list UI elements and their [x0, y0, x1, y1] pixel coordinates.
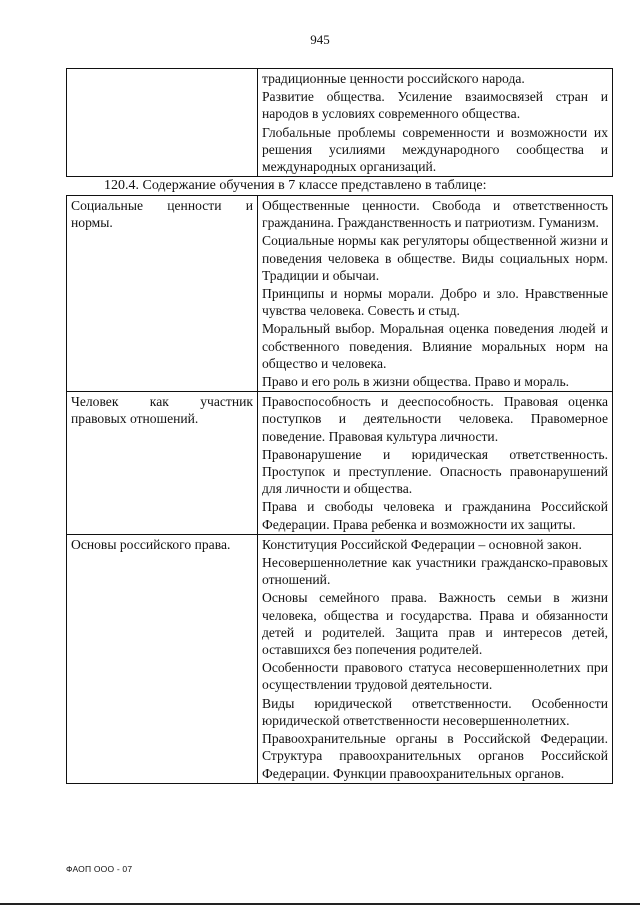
- table-row: [67, 392, 613, 535]
- content-paragraph: традиционные ценности российского народа.: [262, 71, 525, 86]
- content-paragraph: Глобальные проблемы современности и возможности их решения усилиями международного сообщества и международных организаций.: [262, 124, 608, 175]
- topic-cell: Социальные ценности и нормы.: [67, 196, 258, 392]
- content-paragraph: Виды юридической ответственности. Особенности юридической ответственности несовершеннолетних.: [262, 695, 608, 728]
- content-paragraph: Несовершеннолетние как участники гражданско-правовых отношений.: [262, 555, 608, 588]
- content-paragraph: Общественные ценности. Свобода и ответственность гражданина. Гражданственность и патриотизм. Гуманизм.: [262, 198, 608, 231]
- content-paragraph: Правоохранительные органы в Российской Федерации. Структура правоохранительных органов Российской Федерации. Функции правоохранительных органов.: [262, 731, 608, 781]
- content-cell: [258, 196, 613, 392]
- topic-cell: [67, 69, 258, 177]
- content-paragraph: Права и свободы человека и гражданина Российской Федерации. Права ребенка и возможности их защиты.: [262, 499, 608, 532]
- content-paragraph: Правонарушение и юридическая ответственность. Проступок и преступление. Опасность правонарушений для личности и общества.: [262, 446, 608, 497]
- document-footer: ФАОП ООО - 07: [66, 864, 133, 874]
- content-cell: [258, 392, 613, 535]
- table-row: [67, 69, 613, 177]
- content-paragraph: Принципы и нормы морали. Добро и зло. Нравственные чувства человека. Совесть и стыд.: [262, 286, 608, 319]
- topic-cell: Человек как участник правовых отношений.: [67, 392, 258, 535]
- content-paragraph: Право и его роль в жизни общества. Право и мораль.: [262, 374, 570, 390]
- content-paragraph: Развитие общества. Усиление взаимосвязей стран и народов в условиях современного общества.: [262, 89, 608, 122]
- content-paragraph: Основы семейного права. Важность семьи в жизни человека, общества и государства. Права и обязанности детей и родителей. Защита прав и интересов детей, оставшихся без попечения родителей.: [262, 590, 608, 658]
- content-paragraph: Особенности правового статуса несовершеннолетних при осуществлении трудовой деятельности.: [262, 660, 608, 693]
- content-cell: [258, 69, 613, 177]
- page-number: 945: [310, 32, 330, 47]
- content-paragraph: Моральный выбор. Моральная оценка поведения людей и собственного поведения. Влияние моральных норм на общество и человека.: [262, 321, 608, 371]
- table-row: [67, 534, 613, 783]
- content-paragraph: Социальные нормы как регуляторы общественной жизни и поведения человека в обществе. Виды социальных норм. Традиции и обычаи.: [262, 233, 608, 283]
- table-row: [67, 196, 613, 392]
- continued-table: [66, 68, 613, 177]
- topic-cell: Основы российского права.: [67, 534, 258, 783]
- content-paragraph: Конституция Российской Федерации – основной закон.: [262, 536, 582, 552]
- content-table: [66, 195, 613, 784]
- content-paragraph: Правоспособность и дееспособность. Правовая оценка поступков и деятельности человека. Правомерное поведение. Правовая культура личности.: [262, 394, 608, 444]
- table-caption: 120.4. Содержание обучения в 7 классе представлено в таблице:: [104, 178, 487, 193]
- content-cell: [258, 534, 613, 783]
